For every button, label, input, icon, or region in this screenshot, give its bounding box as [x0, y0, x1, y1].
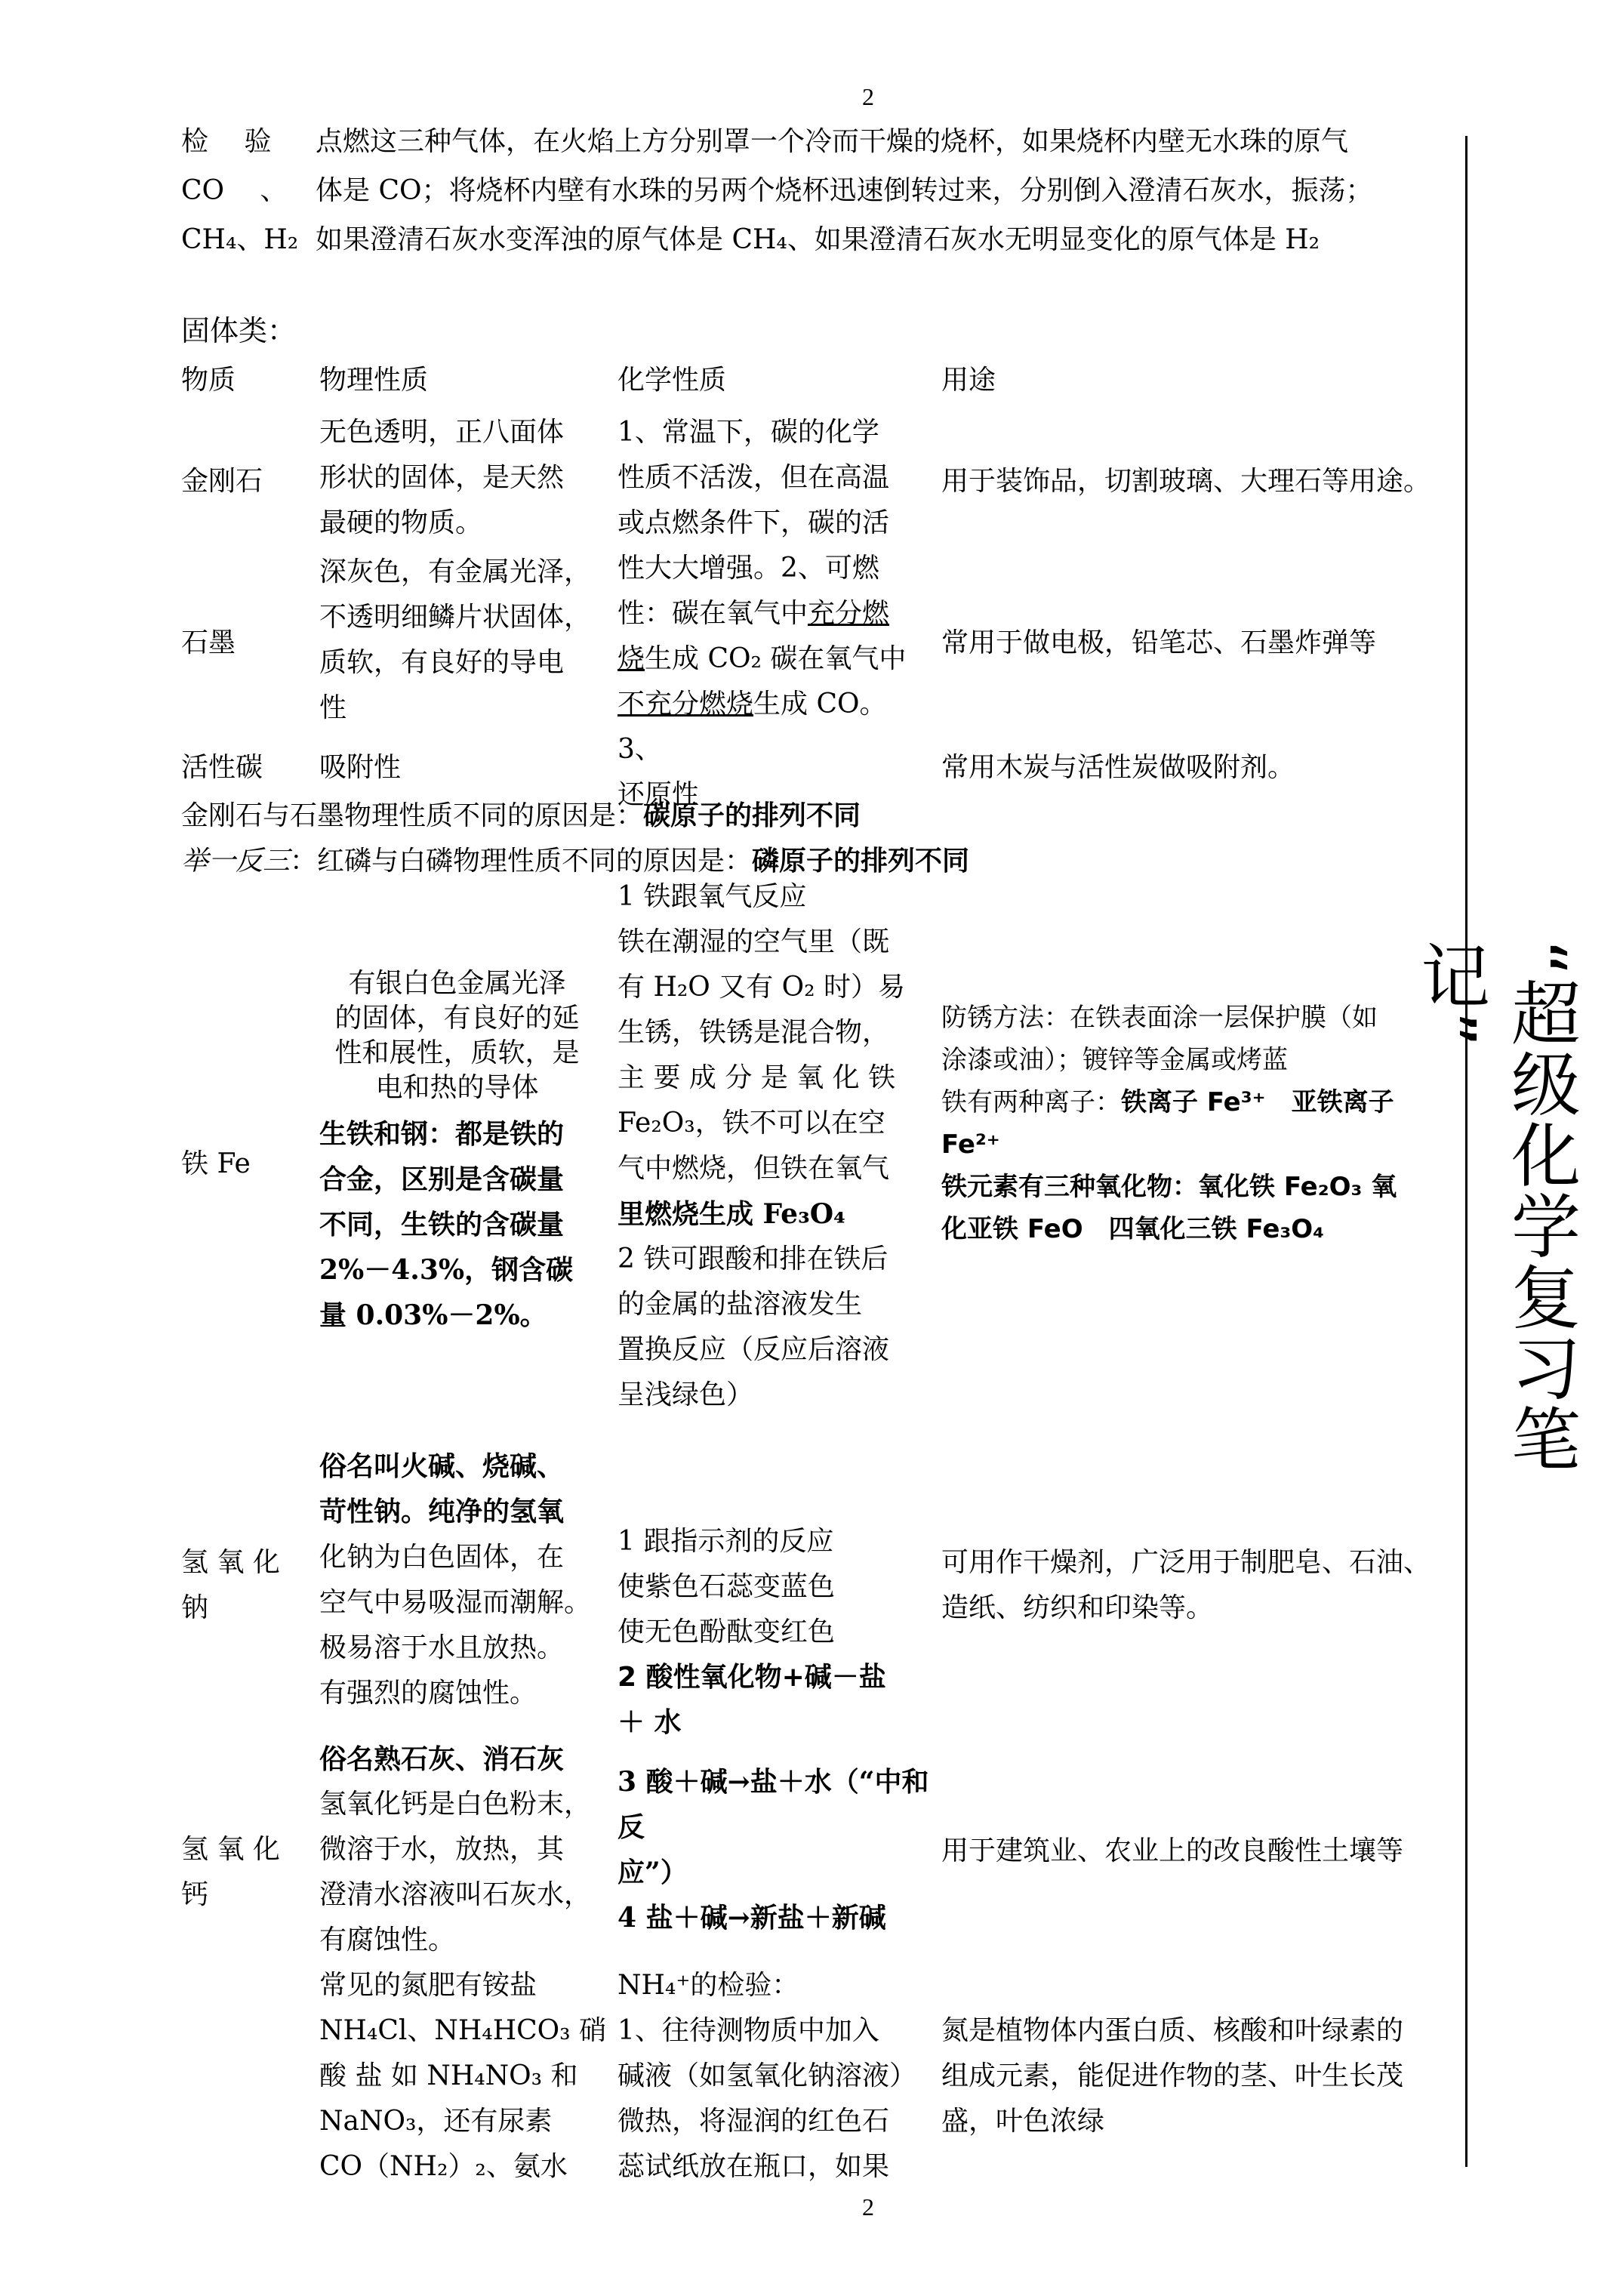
- header-substance: 物质: [181, 365, 236, 396]
- iron-name: 铁 Fe: [181, 1148, 251, 1179]
- page-number-bottom: 2: [862, 2193, 874, 2220]
- gas-test-label-1: 检 验: [181, 126, 272, 157]
- diamond-name: 金刚石: [181, 466, 263, 497]
- caoh2-use: 用于建筑业、农业上的改良酸性土壤等: [941, 1835, 1404, 1866]
- naoh-chemical: 1 跟指示剂的反应 使紫色石蕊变蓝色 使无色酚酞变红色 2 酸性氧化物+碱－盐 ＋ 水: [617, 1526, 886, 1738]
- active-carbon-name: 活性碳: [181, 752, 263, 783]
- naoh-physical: 俗名叫火碱、烧碱、 苛性钠。纯净的氢氧 化钠为白色固体，在 空气中易吸湿而潮解。 极易溶于水且放热。 有强烈的腐蚀性。: [319, 1450, 592, 1709]
- graphite-physical: 深灰色，有金属光泽， 不透明细鳞片状固体， 质软，有良好的导电 性: [319, 556, 592, 723]
- gas-test-line-1: 点燃这三种气体，在火焰上方分别罩一个冷而干燥的烧杯，如果烧杯内壁无水珠的原气: [316, 126, 1349, 157]
- carbon-chemical: 1、常温下，碳的化学 性质不活泼，但在高温 或点燃条件下，碳的活 性大大增强。2、可燃 性：碳在氧气中充分燃 烧生成 CO₂ 碳在氧气中 不充分燃烧生成 CO。3、 还原性: [617, 417, 907, 810]
- graphite-use: 常用于做电极，铅笔芯、石墨炸弹等: [941, 627, 1377, 658]
- gas-test-label-3: CH₄、H₂: [181, 224, 299, 255]
- active-carbon-physical: 吸附性: [319, 752, 402, 783]
- header-physical: 物理性质: [319, 365, 429, 396]
- naoh-name: 氢 氧 化 钠: [181, 1547, 280, 1623]
- nitrogen-uses: 氮是植物体内蛋白质、核酸和叶绿素的 组成元素，能促进作物的茎、叶生长茂 盛，叶色浓绿: [941, 2015, 1404, 2137]
- gas-test-line-2: 体是 CO；将烧杯内壁有水珠的另两个烧杯迅速倒转过来，分别倒入澄清石灰水，振荡；: [316, 175, 1373, 206]
- gas-test-label-2: CO 、: [181, 175, 288, 206]
- gas-test-line-3: 如果澄清石灰水变浑浊的原气体是 CH₄、如果澄清石灰水无明显变化的原气体是 H₂: [316, 224, 1320, 255]
- iron-physical-alloy: 生铁和钢：都是铁的 合金，区别是含碳量 不同，生铁的含碳量 2%－4.3%，钢含碳 量 0.03%－2%。: [319, 1118, 574, 1331]
- diamond-physical: 无色透明，正八面体 形状的固体，是天然 最硬的物质。: [319, 417, 565, 538]
- vertical-rule: [1465, 136, 1467, 2167]
- iron-chemical: 1 铁跟氧气反应 铁在潮湿的空气里（既 有 H₂O 又有 O₂ 时）易 生锈，铁锈是混合物， 主 要 成 分 是 氧 化 铁 Fe₂O₃，铁不可以在空 气中燃烧，但铁在氧气 里燃烧生成 Fe₃O₄ 2 铁可跟酸和排在铁后 的金属的盐溶液发生 置换反应（反应后溶液 呈浅绿色）: [617, 881, 906, 1410]
- sidebar-title: “超级化学复习笔记”: [1409, 940, 1581, 1475]
- note-carbon-structure: 金刚石与石墨物理性质不同的原因是：碳原子的排列不同: [181, 800, 861, 831]
- nitrogen-physical: 常见的氮肥有铵盐 NH₄Cl、NH₄HCO₃ 硝 酸 盐 如 NH₄NO₃ 和 NaNO₃，还有尿素 CO（NH₂）₂、氨水: [319, 1970, 607, 2182]
- caoh2-physical: 俗名熟石灰、消石灰 氢氧化钙是白色粉末， 微溶于水，放热，其 澄清水溶液叫石灰水， 有腐蚀性。: [319, 1743, 592, 1955]
- section-title: 固体类：: [181, 314, 297, 347]
- caoh2-name: 氢 氧 化 钙: [181, 1834, 280, 1910]
- graphite-name: 石墨: [181, 627, 236, 658]
- header-uses: 用途: [941, 365, 996, 396]
- diamond-use: 用于装饰品，切割玻璃、大理石等用途。: [941, 466, 1431, 497]
- nitrogen-chemical: NH₄⁺的检验： 1、往待测物质中加入 碱液（如氢氧化钠溶液） 微热，将湿润的红色石 蕊试纸放在瓶口，如果: [617, 1970, 917, 2182]
- iron-physical-desc: 有银白色金属光泽 的固体，有良好的延 性和展性，质软，是 电和热的导体: [334, 968, 580, 1103]
- iron-uses: 防锈方法：在铁表面涂一层保护膜（如 涂漆或油）；镀锌等金属或烤蓝 铁有两种离子：铁离子 Fe³⁺ 亚铁离子 Fe²⁺ 铁元素有三种氧化物：氧化铁 Fe₂O₃ 氧 化亚铁 FeO 四氧化三铁 Fe₃O₄: [941, 1003, 1397, 1244]
- caoh2-chemical: 3 酸＋碱→盐＋水（“中和反 应”） 4 盐＋碱→新盐＋新碱: [617, 1766, 929, 1934]
- note-phosphorus: 举一反三：红磷与白磷物理性质不同的原因是：磷原子的排列不同: [181, 845, 970, 877]
- page-number-top: 2: [862, 83, 874, 110]
- naoh-uses: 可用作干燥剂，广泛用于制肥皂、石油、 造纸、纺织和印染等。: [941, 1547, 1431, 1623]
- header-chemical: 化学性质: [617, 365, 727, 396]
- active-carbon-use: 常用木炭与活性炭做吸附剂。: [941, 752, 1295, 783]
